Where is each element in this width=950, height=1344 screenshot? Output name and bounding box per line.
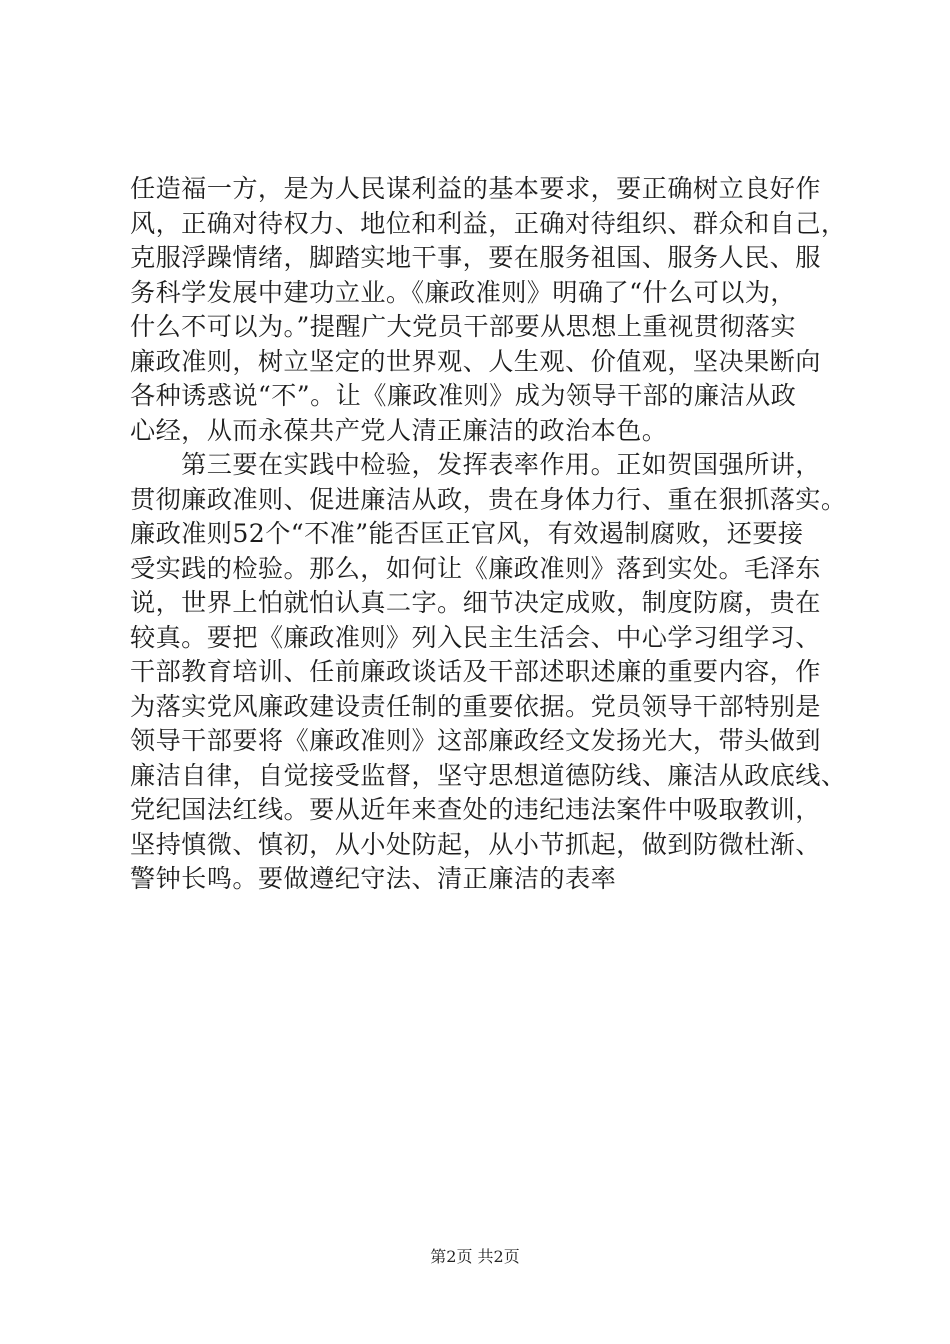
text-line: 任造福一方，是为人民谋利益的基本要求，要正确树立良好作: [130, 174, 821, 203]
text-line: 警钟长鸣。要做遵纪守法、清正廉洁的表率: [130, 864, 617, 893]
text-line: 廉政准则52个“不准”能否匡正官风，有效遏制腐败，还要接: [130, 519, 804, 548]
text-line: 说，世界上怕就怕认真二字。细节决定成败，制度防腐，贵在: [130, 588, 821, 617]
text-line: 什么不可以为。”提醒广大党员干部要从思想上重视贯彻落实: [130, 312, 796, 341]
text-line: 克服浮躁情绪，脚踏实地干事，要在服务祖国、服务人民、服: [130, 243, 821, 272]
text-line: 领导干部要将《廉政准则》这部廉政经文发扬光大，带头做到: [130, 726, 821, 755]
text-line: 干部教育培训、任前廉政谈话及干部述职述廉的重要内容，作: [130, 657, 821, 686]
text-line: 风，正确对待权力、地位和利益，正确对待组织、群众和自己，: [130, 208, 847, 238]
text-line: 廉洁自律，自觉接受监督，坚守思想道德防线、廉洁从政底线、: [130, 760, 847, 790]
text-line: 较真。要把《廉政准则》列入民主生活会、中心学习组学习、: [130, 622, 821, 652]
text-line: 第三要在实践中检验，发挥表率作用。正如贺国强所讲，: [130, 450, 821, 479]
page-number-footer: 第2页 共2页: [430, 1247, 520, 1266]
text-line: 务科学发展中建功立业。《廉政准则》明确了“什么可以为，: [130, 277, 796, 307]
text-line: 贯彻廉政准则、促进廉洁从政，贵在身体力行、重在狠抓落实。: [130, 484, 847, 514]
text-line: 受实践的检验。那么，如何让《廉政准则》落到实处。毛泽东: [130, 553, 821, 583]
text-line: 党纪国法红线。要从近年来查处的违纪违法案件中吸取教训，: [130, 795, 821, 824]
text-line: 各种诱惑说“不”。让《廉政准则》成为领导干部的廉洁从政: [130, 381, 797, 410]
document-body: [130, 172, 847, 897]
text-line: 心经，从而永葆共产党人清正廉洁的政治本色。: [130, 415, 668, 445]
text-line: 坚持慎微、慎初，从小处防起，从小节抓起，做到防微杜渐、: [130, 829, 821, 859]
text-line: 廉政准则，树立坚定的世界观、人生观、价值观，坚决果断向: [130, 346, 821, 376]
text-line: 为落实党风廉政建设责任制的重要依据。党员领导干部特别是: [130, 691, 821, 721]
